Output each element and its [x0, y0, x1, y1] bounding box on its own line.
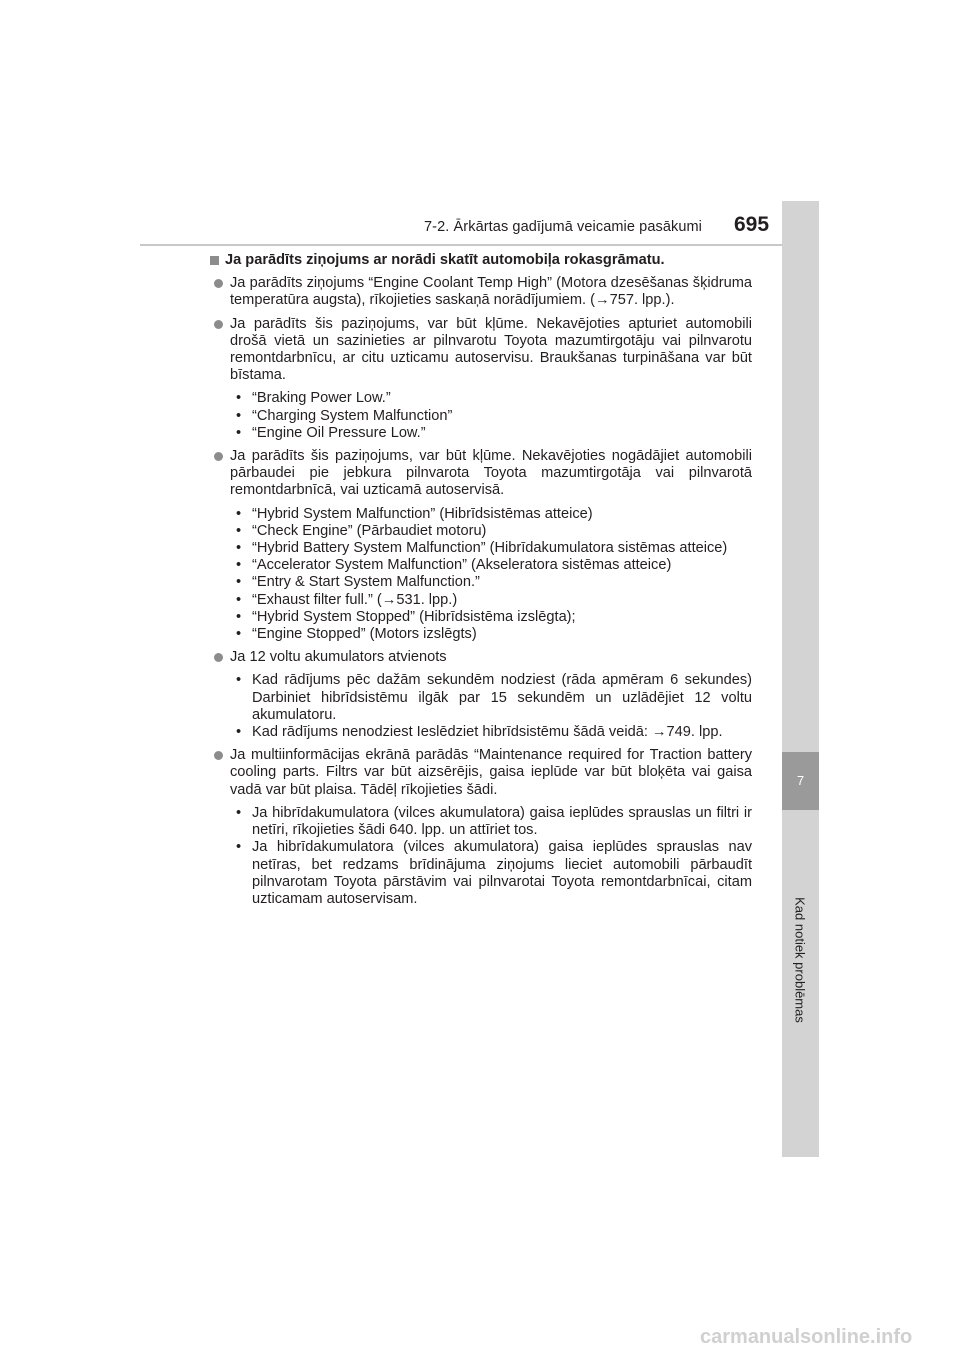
- section-heading-text: Ja parādīts ziņojums ar norādi skatīt automobiļa rokasgrāmatu.: [225, 252, 665, 268]
- list-item: [210, 649, 752, 666]
- sub-list-item: • Kad rādījums nenodziest Ieslēdziet hibrīdsistēmu šādā veidā: →749. lpp.: [236, 724, 752, 741]
- sub-list: [210, 672, 752, 741]
- list-item: [210, 747, 752, 799]
- watermark-text: carmanualsonline.info: [700, 1326, 913, 1348]
- list-item: [210, 275, 752, 309]
- sub-list-item: • “Hybrid Battery System Malfunction” (Hibrīdakumulatora sistēmas atteice): [236, 540, 752, 557]
- sub-list-item: • Ja hibrīdakumulatora (vilces akumulatora) gaisa ieplūdes sprauslas un filtri ir netīri, rīkojieties šādi 640. lpp. un attīriet tos.: [236, 805, 752, 839]
- main-content: [210, 252, 752, 908]
- sub-list-item: • “Engine Stopped” (Motors izslēgts): [236, 626, 752, 643]
- sub-list-item: • Ja hibrīdakumulatora (vilces akumulatora) gaisa ieplūdes sprauslas nav netīras, bet redzams brīdinājuma ziņojums lieciet automobili pārbaudīt pilnvarotam Toyota pārstāvim vai pilnvarotai Toyota remontdarbnīcai, citam uzticamam autoservisam.: [236, 839, 752, 908]
- list-item-text: Ja 12 voltu akumulators atvienots: [230, 649, 447, 666]
- list-item: [210, 448, 752, 500]
- sub-list-item: • “Braking Power Low.”: [236, 390, 752, 407]
- sub-list-item: • “Engine Oil Pressure Low.”: [236, 425, 752, 442]
- circle-bullet-icon: [214, 751, 223, 760]
- sub-list-item: • “Hybrid System Stopped” (Hibrīdsistēma izslēgta);: [236, 609, 752, 626]
- circle-bullet-icon: [214, 279, 223, 288]
- circle-bullet-icon: [214, 653, 223, 662]
- sub-list-item: • “Entry & Start System Malfunction.”: [236, 574, 752, 591]
- circle-bullet-icon: [214, 320, 223, 329]
- sub-list-item: • “Charging System Malfunction”: [236, 408, 752, 425]
- list-item: [210, 316, 752, 385]
- section-title: 7-2. Ārkārtas gadījumā veicamie pasākumi: [424, 219, 703, 235]
- chapter-label: Kad notiek problēmas: [792, 897, 808, 1023]
- sub-list-item: • Kad rādījums pēc dažām sekundēm nodziest (rāda apmēram 6 sekundes) Darbiniet hibrīdsistēmu ilgāk par 15 sekundēm un uzlādējiet 12 voltu akumulatoru.: [236, 672, 752, 724]
- sub-list: [210, 506, 752, 644]
- header-divider: [140, 244, 819, 246]
- sub-list-item: • “Check Engine” (Pārbaudiet motoru): [236, 523, 752, 540]
- list-item-text: Ja parādīts šis paziņojums, var būt kļūme. Nekavējoties apturiet automobili drošā vietā un sazinieties ar pilnvarotu Toyota mazumtirgotāju vai pilnvarotu remontdarbnīcu, ar citu uzticamu autoservisu. Braukšanas turpināšana var būt bīstama.: [230, 315, 752, 384]
- circle-bullet-icon: [214, 452, 223, 461]
- square-bullet-icon: [210, 256, 219, 265]
- sub-list-item: • “Hybrid System Malfunction” (Hibrīdsistēmas atteice): [236, 506, 752, 523]
- list-item-text: Ja parādīts ziņojums “Engine Coolant Temp High” (Motora dzesēšanas šķidruma temperatūra augsta), rīkojieties saskaņā norādījumiem. (→757. lpp.).: [230, 275, 752, 309]
- list-item-text: Ja parādīts šis paziņojums, var būt kļūme. Nekavējoties nogādājiet automobili pārbaudei pie jebkura pilnvarota Toyota mazumtirgotāja vai pilnvarotā remontdarbnīcā, vai uzticamā autoservisā.: [230, 448, 752, 499]
- sub-list-item: • “Exhaust filter full.” (→531. lpp.): [236, 592, 752, 609]
- sub-list: [210, 805, 752, 908]
- list-item-text: Ja multiinformācijas ekrānā parādās “Maintenance required for Traction battery cooling parts. Filtrs var būt aizsērējis, gaisa ieplūde var būt bloķēta vai gaisa vadā var būt plaisa. Tādēļ rīkojieties šādi.: [230, 747, 752, 798]
- section-heading: [210, 252, 752, 269]
- chapter-number: 7: [782, 752, 819, 810]
- sub-list: [210, 390, 752, 442]
- page-number: 695: [734, 213, 770, 236]
- sub-list-item: • “Accelerator System Malfunction” (Akseleratora sistēmas atteice): [236, 557, 752, 574]
